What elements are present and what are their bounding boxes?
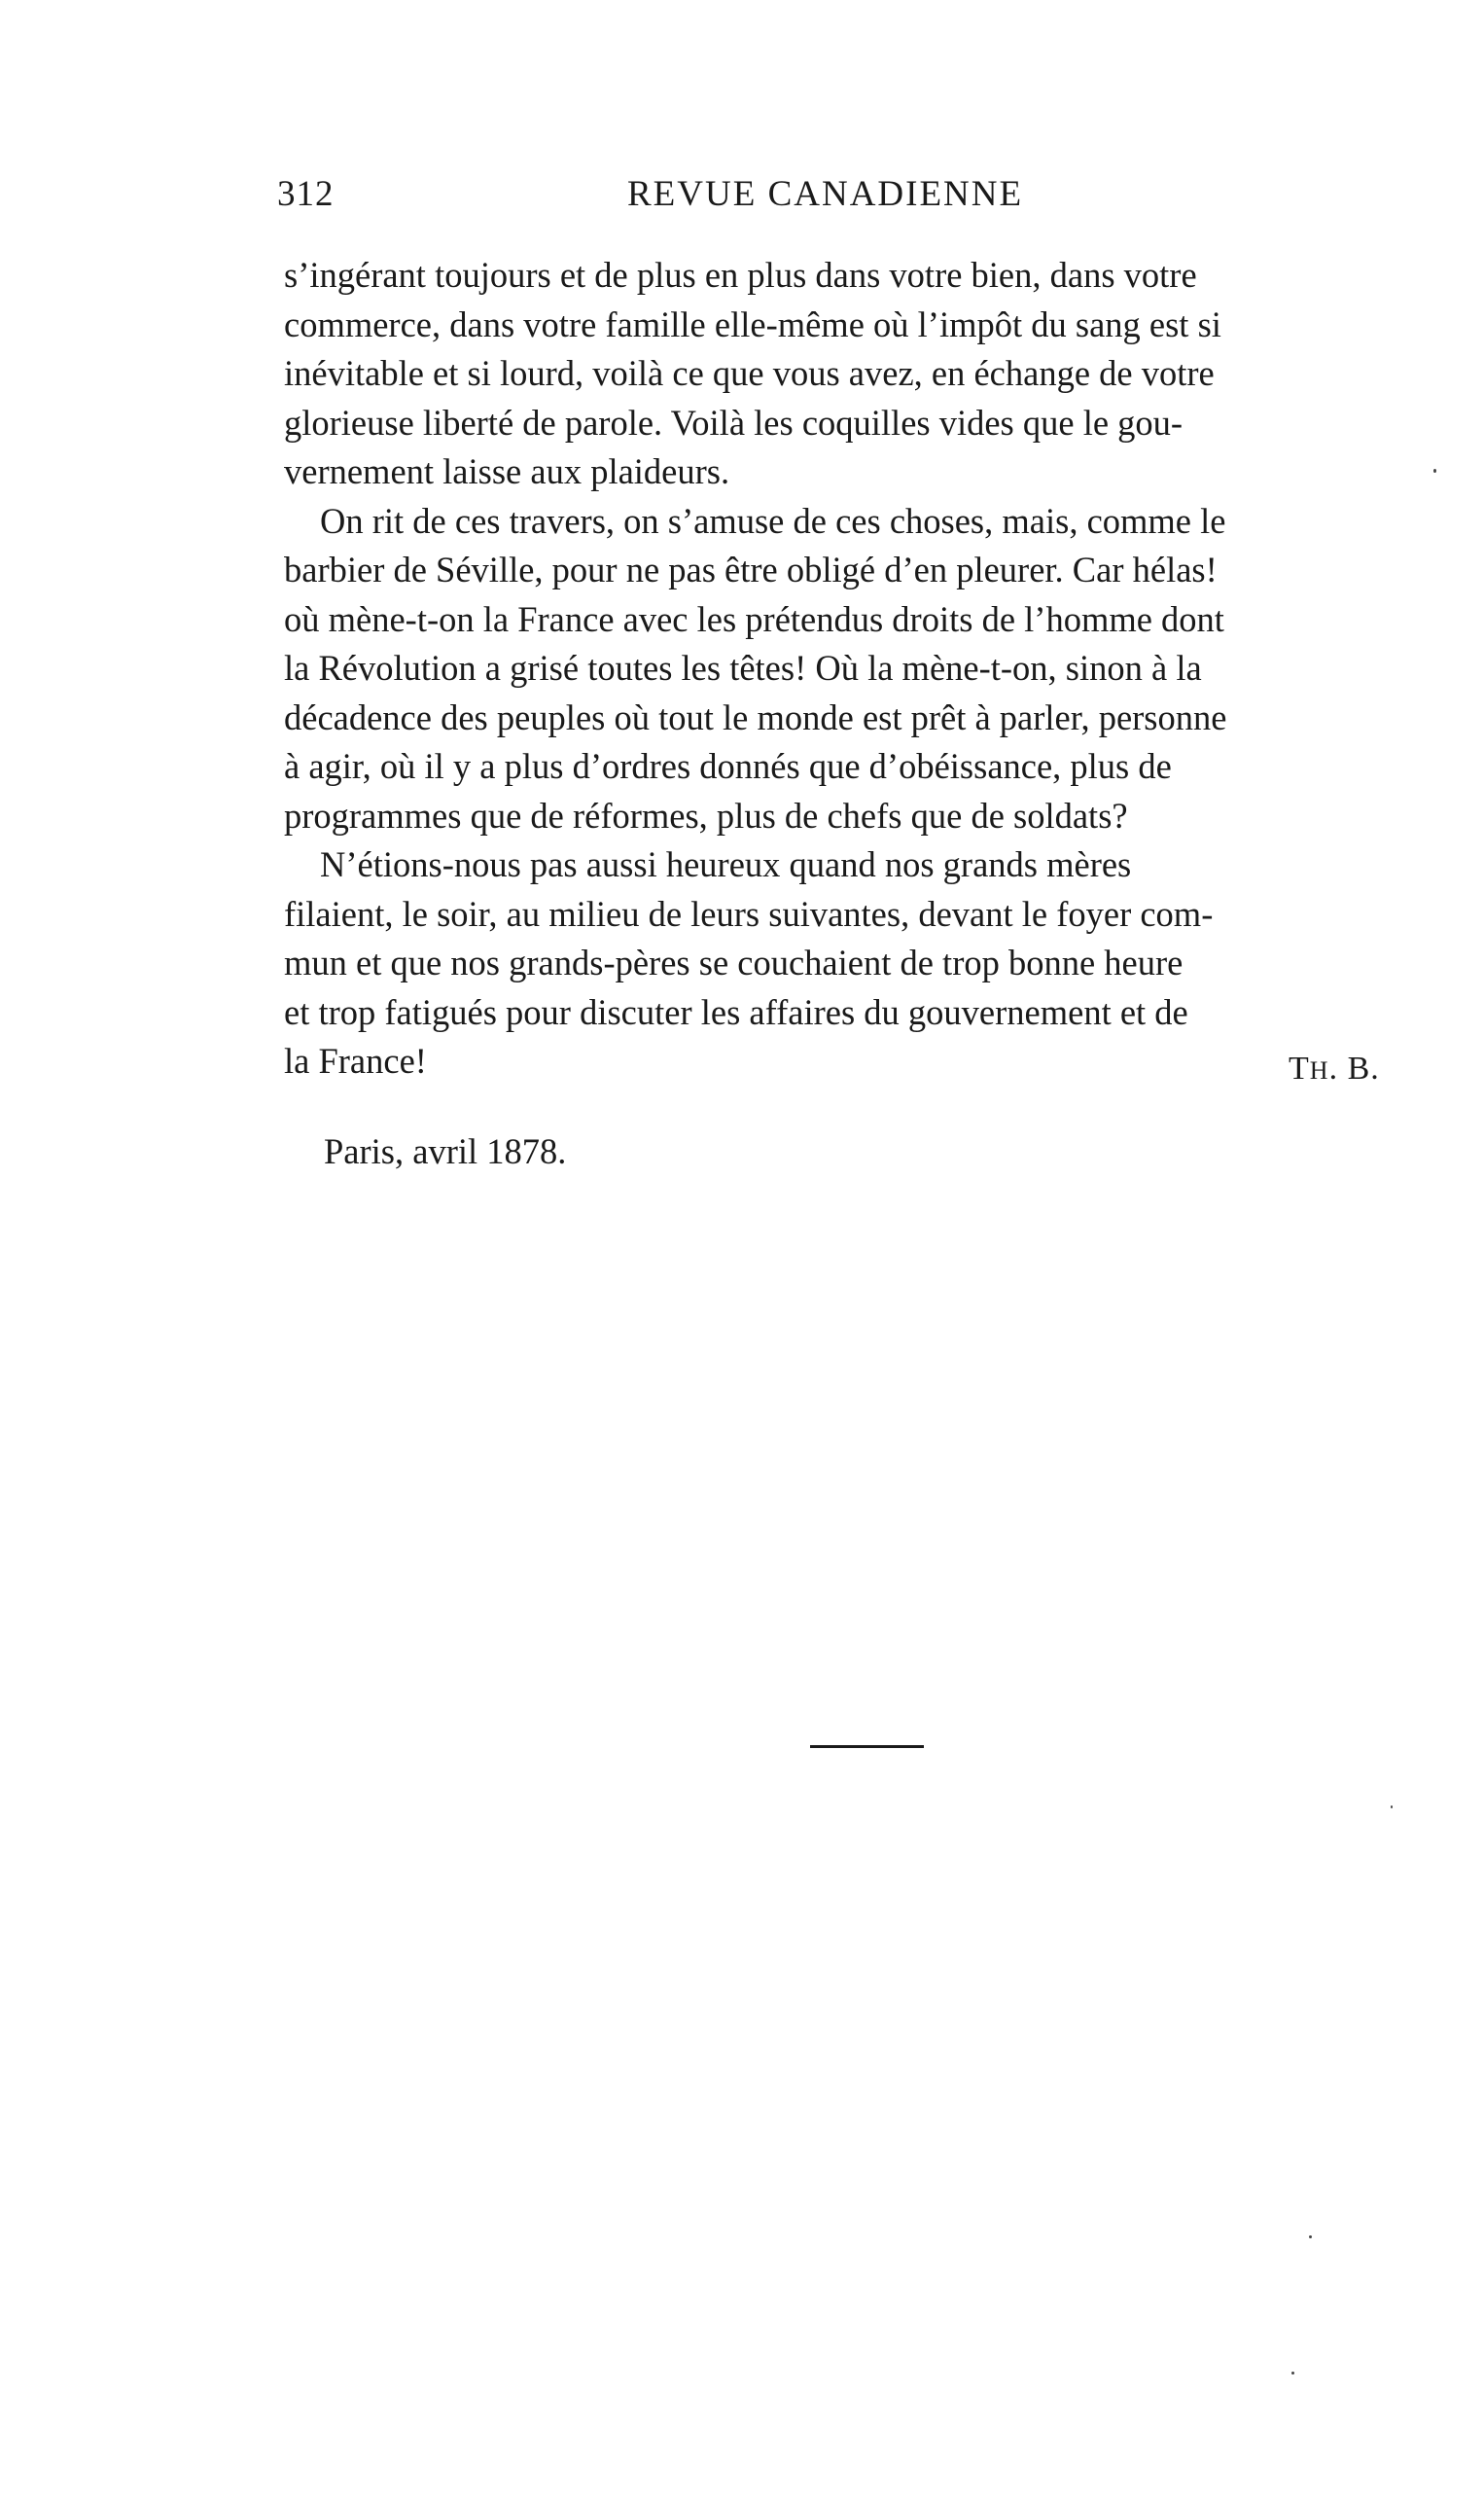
paper-speck	[1433, 469, 1436, 473]
page-number: 312	[277, 174, 335, 214]
text-line: filaient, le soir, au milieu de leurs suivantes, devant le foyer com-	[284, 893, 1214, 934]
text-line: la France!	[284, 1041, 427, 1081]
paper-speck	[1291, 2372, 1294, 2375]
signature-initial: B.	[1347, 1051, 1380, 1087]
text-line: inévitable et si lourd, voilà ce que vous avez, en échange de votre	[284, 353, 1215, 393]
end-rule	[810, 1745, 924, 1748]
text-line: à agir, où il y a plus d’ordres donnés que d’obéissance, plus de	[284, 746, 1172, 786]
text-line: la Révolution a grisé toutes les têtes! Où la mène-t-on, sinon à la	[284, 648, 1202, 688]
text-line: glorieuse liberté de parole. Voilà les coquilles vides que le gou-	[284, 402, 1184, 443]
running-head	[277, 173, 1065, 220]
text-line: vernement laisse aux plaideurs.	[284, 451, 730, 491]
signature-initial-rest: H	[1309, 1056, 1329, 1085]
text-line: où mène-t-on la France avec les prétendus droits de l’homme dont	[284, 598, 1224, 639]
text-line: programmes que de réformes, plus de chefs que de soldats?	[284, 795, 1128, 836]
text-line: s’ingérant toujours et de plus en plus dans votre bien, dans votre	[284, 255, 1197, 295]
text-line: décadence des peuples où tout le monde est prêt à parler, personne	[284, 696, 1227, 737]
author-signature: TH. B.	[1289, 1051, 1380, 1087]
dateline: Paris, avril 1878.	[324, 1131, 567, 1171]
text-line: barbier de Séville, pour ne pas être obligé d’en pleurer. Car hélas!	[284, 550, 1218, 589]
paragraph-start-line: On rit de ces travers, on s’amuse de ces choses, mais, comme le	[320, 500, 1226, 541]
paragraph-start-line: N’étions-nous pas aussi heureux quand nos grands mères	[320, 844, 1132, 884]
paper-speck	[1309, 2235, 1312, 2238]
journal-title: REVUE CANADIENNE	[627, 174, 1024, 214]
text-line: commerce, dans votre famille elle-même où l’impôt du sang est si	[284, 304, 1221, 344]
text-line: mun et que nos grands-pères se couchaient de trop bonne heure	[284, 943, 1184, 982]
text-line: et trop fatigués pour discuter les affaires du gouvernement et de	[284, 991, 1188, 1032]
signature-initial: T	[1289, 1051, 1310, 1087]
body-text	[284, 251, 1393, 1087]
paper-speck	[1391, 1805, 1393, 1808]
